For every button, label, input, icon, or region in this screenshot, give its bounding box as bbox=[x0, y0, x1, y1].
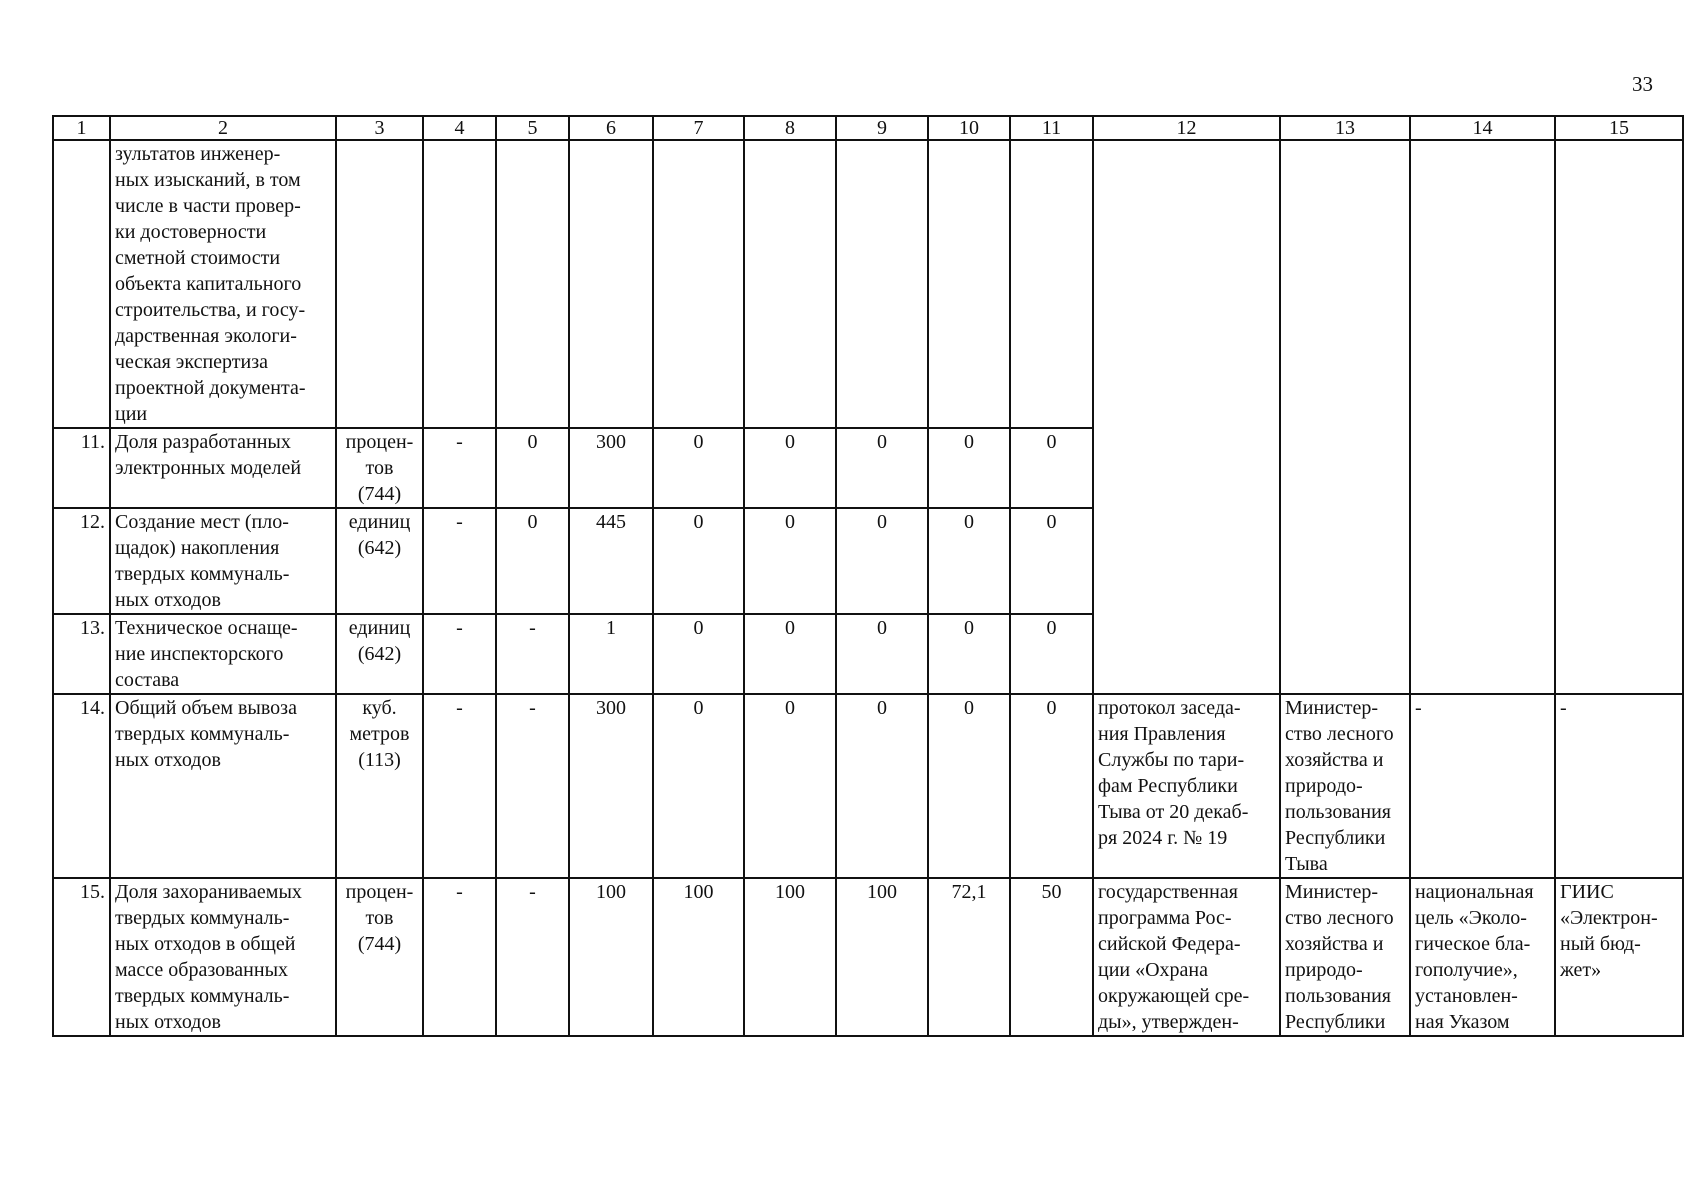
value-cell: - bbox=[423, 878, 496, 1036]
value-cell: 0 bbox=[1010, 614, 1093, 694]
merged-blank-cell bbox=[1280, 140, 1410, 694]
value-cell: 100 bbox=[653, 878, 744, 1036]
indicators-table bbox=[52, 115, 1684, 1037]
value-cell: 0 bbox=[836, 694, 928, 878]
column-header: 5 bbox=[496, 116, 569, 140]
table-row bbox=[53, 694, 1683, 878]
value-cell: 0 bbox=[836, 428, 928, 508]
value-cell: 300 bbox=[569, 428, 653, 508]
row-number: 13. bbox=[53, 614, 110, 694]
column-header: 3 bbox=[336, 116, 423, 140]
information-system-cell: ГИИС «Электрон- ный бюд- жет» bbox=[1555, 878, 1683, 1036]
value-cell: 0 bbox=[653, 694, 744, 878]
value-cell: - bbox=[496, 614, 569, 694]
column-header: 13 bbox=[1280, 116, 1410, 140]
source-document-cell: государственная программа Рос- сийской Федера- ции «Охрана окружающей сре- ды», утвержден- bbox=[1093, 878, 1280, 1036]
value-cell: - bbox=[423, 508, 496, 614]
value-cell: - bbox=[496, 694, 569, 878]
column-header: 4 bbox=[423, 116, 496, 140]
row-number: 14. bbox=[53, 694, 110, 878]
value-cell: 0 bbox=[928, 614, 1010, 694]
value-cell: 50 bbox=[1010, 878, 1093, 1036]
value-cell: 0 bbox=[653, 614, 744, 694]
value-cell: 0 bbox=[744, 694, 836, 878]
column-header: 6 bbox=[569, 116, 653, 140]
column-header: 15 bbox=[1555, 116, 1683, 140]
national-goal-cell: национальная цель «Эколо- гическое бла- гополучие», установлен- ная Указом bbox=[1410, 878, 1555, 1036]
value-cell: 445 bbox=[569, 508, 653, 614]
value-cell: - bbox=[423, 694, 496, 878]
value-cell: 72,1 bbox=[928, 878, 1010, 1036]
column-header: 11 bbox=[1010, 116, 1093, 140]
value-cell: 0 bbox=[496, 428, 569, 508]
responsible-body-cell: Министер- ство лесного хозяйства и природо- пользования Республики Тыва bbox=[1280, 694, 1410, 878]
value-cell: 0 bbox=[928, 694, 1010, 878]
merged-blank-cell bbox=[1093, 140, 1280, 694]
column-header: 8 bbox=[744, 116, 836, 140]
unit-cell: процен- тов (744) bbox=[336, 428, 423, 508]
value-cell: 100 bbox=[744, 878, 836, 1036]
page-number: 33 bbox=[1632, 72, 1653, 96]
value-cell: 0 bbox=[744, 508, 836, 614]
column-header: 1 bbox=[53, 116, 110, 140]
merged-blank-cell bbox=[1410, 140, 1555, 694]
value-cell: 1 bbox=[569, 614, 653, 694]
value-cell: 0 bbox=[744, 614, 836, 694]
value-cell: - bbox=[423, 428, 496, 508]
value-cell: 0 bbox=[653, 508, 744, 614]
unit-cell: куб. метров (113) bbox=[336, 694, 423, 878]
column-header: 14 bbox=[1410, 116, 1555, 140]
value-cell: 0 bbox=[1010, 694, 1093, 878]
merged-blank-cell bbox=[1555, 140, 1683, 694]
value-cell: 0 bbox=[496, 508, 569, 614]
column-header: 9 bbox=[836, 116, 928, 140]
value-cell: - bbox=[423, 614, 496, 694]
indicator-name: Доля захораниваемых твердых коммуналь- ных отходов в общей массе образованных твердых коммуналь- ных отходов bbox=[110, 878, 336, 1036]
unit-cell: единиц (642) bbox=[336, 508, 423, 614]
national-goal-cell: - bbox=[1410, 694, 1555, 878]
value-cell: 100 bbox=[569, 878, 653, 1036]
value-cell: 0 bbox=[928, 428, 1010, 508]
row-number: 11. bbox=[53, 428, 110, 508]
value-cell: - bbox=[496, 878, 569, 1036]
value-cell: 0 bbox=[744, 428, 836, 508]
indicator-name: Общий объем вывоза твердых коммуналь- ных отходов bbox=[110, 694, 336, 878]
indicator-name: Доля разработанных электронных моделей bbox=[110, 428, 336, 508]
indicator-name-continuation: зультатов инженер- ных изысканий, в том числе в части провер- ки достоверности сметной стоимости объекта капитального строительства, и госу- дарственная экологи- ческая экспертиза проектной документа- ции bbox=[110, 140, 336, 428]
value-cell: 100 bbox=[836, 878, 928, 1036]
indicator-name: Создание мест (пло- щадок) накопления твердых коммуналь- ных отходов bbox=[110, 508, 336, 614]
column-header: 12 bbox=[1093, 116, 1280, 140]
value-cell: 0 bbox=[1010, 428, 1093, 508]
value-cell: 0 bbox=[836, 508, 928, 614]
value-cell: 0 bbox=[928, 508, 1010, 614]
source-document-cell: протокол заседа- ния Правления Службы по тари- фам Республики Тыва от 20 декаб- ря 2024 г. № 19 bbox=[1093, 694, 1280, 878]
unit-cell: единиц (642) bbox=[336, 614, 423, 694]
information-system-cell: - bbox=[1555, 694, 1683, 878]
row-number: 15. bbox=[53, 878, 110, 1036]
unit-cell: процен- тов (744) bbox=[336, 878, 423, 1036]
value-cell: 0 bbox=[836, 614, 928, 694]
table-row-continuation bbox=[53, 140, 1683, 428]
responsible-body-cell: Министер- ство лесного хозяйства и природо- пользования Республики bbox=[1280, 878, 1410, 1036]
row-number: 12. bbox=[53, 508, 110, 614]
column-number-row bbox=[53, 116, 1683, 140]
column-header: 2 bbox=[110, 116, 336, 140]
value-cell: 300 bbox=[569, 694, 653, 878]
value-cell: 0 bbox=[1010, 508, 1093, 614]
column-header: 10 bbox=[928, 116, 1010, 140]
table-row bbox=[53, 878, 1683, 1036]
value-cell: 0 bbox=[653, 428, 744, 508]
column-header: 7 bbox=[653, 116, 744, 140]
indicator-name: Техническое оснаще- ние инспекторского состава bbox=[110, 614, 336, 694]
